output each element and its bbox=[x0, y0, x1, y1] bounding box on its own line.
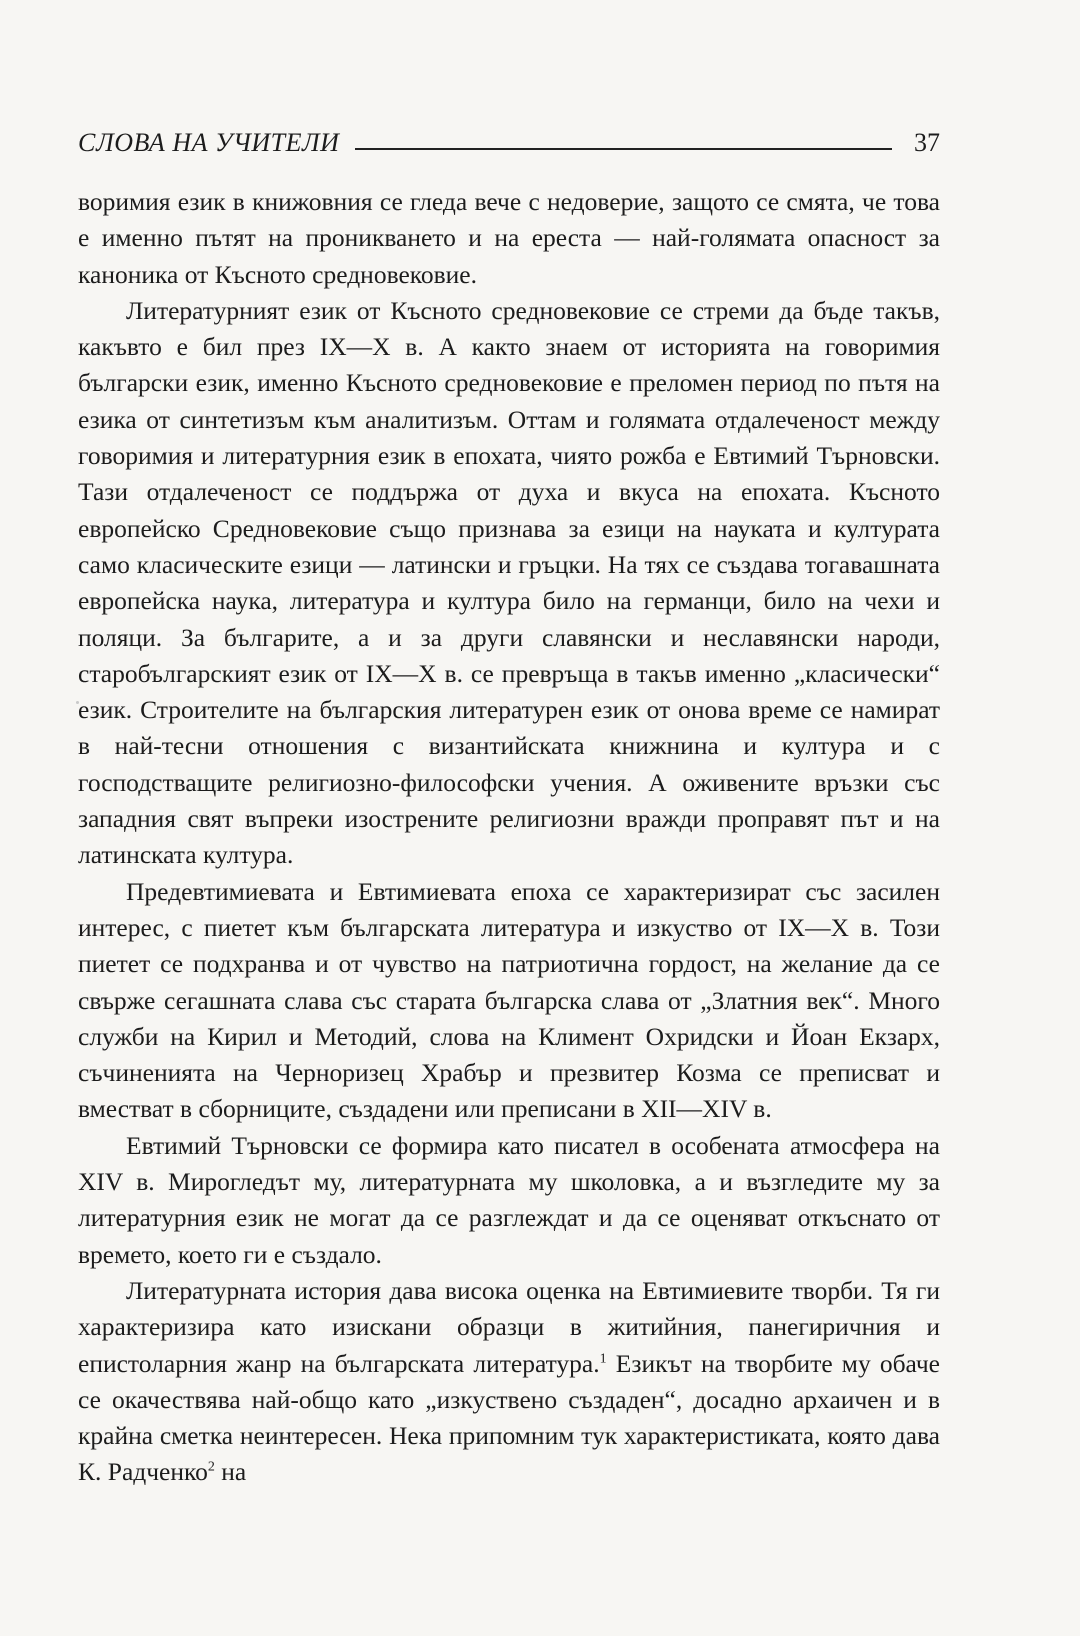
running-header bbox=[78, 118, 940, 158]
running-title: СЛОВА НА УЧИТЕЛИ bbox=[78, 128, 340, 157]
header-rule bbox=[355, 148, 892, 150]
paragraph: Предевтимиевата и Евтимиевата епоха се характеризират със засилен интерес, с пиетет към българската литература и изкуство от IX—X в. Този пиетет се подхранва и от чувство на патриотична гордост, на желание да се свърже сегашната слава със старата българска слава от „Златния век“. Много служби на Кирил и Методий, слова на Климент Охридски и Йоан Екзарх, съчиненията на Черноризец Храбър и презвитер Козма се преписват и вместват в сборниците, създадени или преписани в XII—XIV в. bbox=[78, 876, 940, 1124]
paragraph-text: Литературната история дава висока оценка на Евтимиевите творби. Тя ги характеризира като изискани образци в житийния, панегиричния и епистоларния жанр на българската литература. bbox=[78, 1275, 940, 1378]
footnote-ref: 2 bbox=[207, 1459, 215, 1475]
paragraph bbox=[78, 1273, 940, 1491]
paragraph-text: Езикът на творбите му обаче се окачествява най-общо като „изкуствено създаден“, досадно архаичен и в крайна сметка неинтересен. Нека припомним тук характеристиката, която дава К. Радченко bbox=[78, 1348, 941, 1487]
paragraph: Евтимий Търновски се формира като писател в особената атмосфера на XIV в. Мирогледът му, литературната му школовка, а и възгледите му за литературния език не могат да се разглеждат и да се оценяват откъснато от времето, което ги е създало. bbox=[78, 1130, 940, 1269]
body-text bbox=[78, 184, 940, 1491]
paragraph: Литературният език от Късното средновековие се стреми да бъде такъв, какъвто е бил през IX—X в. А както знаем от историята на говоримия български език, именно Късното средновековие е преломен период по пътя на езика от синтетизъм към аналитизъм. Оттам и голямата отдалеченост между говоримия и литературния език в епохата, чиято рожба е Евтимий Търновски. Тази отдалеченост се поддържа от духа и вкуса на епохата. Късното европейско Средновековие също признава за езици на науката и културата само класическите езици — латински и гръцки. На тях се създава тогавашната европейска наука, литература и култура било на германци, било на чехи и поляци. За българите, а и за други славянски и неславянски народи, старобългарският език от IX—X в. се превръща в такъв именно „класически“ език. Строителите на българския литературен език от онова време се намират в най-тесни отношения с византийската книжнина и култура и с господстващите религиозно-философски учения. А оживените връзки със западния свят въпреки изострените религиозни вражди проправят път и на латинската култура. bbox=[78, 295, 940, 870]
page-number: 37 bbox=[914, 128, 940, 157]
footnote-ref: 1 bbox=[599, 1351, 607, 1366]
book-page bbox=[78, 118, 940, 1491]
paragraph-continued: воримия език в книжовния се гледа вече с недоверие, защото се смята, че това е именно пътят на проникването и на ереста — най-голямата опасност за каноника от Късното средновековие. bbox=[78, 187, 940, 289]
paragraph-text: на bbox=[214, 1457, 247, 1487]
